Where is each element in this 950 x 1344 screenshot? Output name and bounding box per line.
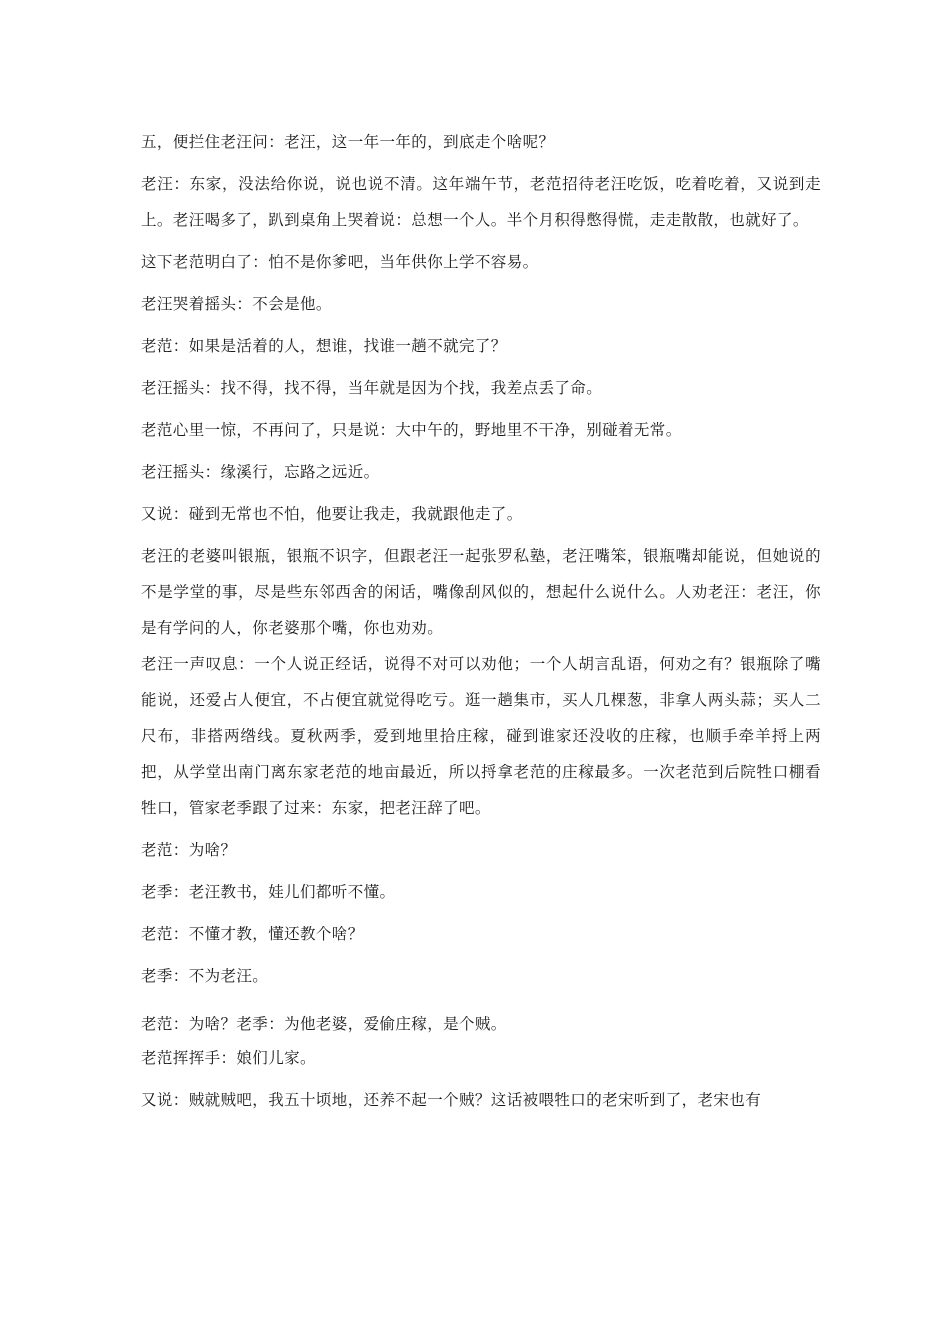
paragraph: 老范挥挥手：娘们儿家。 (141, 1049, 316, 1067)
paragraph: 老汪摇头：找不得，找不得，当年就是因为个找，我差点丢了命。 (141, 379, 603, 397)
paragraph: 这下老范明白了：怕不是你爹吧，当年供你上学不容易。 (141, 253, 539, 271)
paragraph: 老范：为啥？ (141, 841, 237, 859)
paragraph: 老范心里一惊，不再问了，只是说：大中午的，野地里不干净，别碰着无常。 (141, 421, 682, 439)
paragraph: 老汪哭着摇头：不会是他。 (141, 295, 332, 313)
document-body (141, 124, 821, 1118)
paragraph: 老范：不懂才教，懂还教个啥？ (141, 925, 364, 943)
paragraph: 老汪一声叹息：一个人说正经话，说得不对可以劝他；一个人胡言乱语，何劝之有？银瓶除了嘴能说，还爱占人便宜，不占便宜就觉得吃亏。逛一趟集市，买人几棵葱，非拿人两头蒜；买人二尺布，非搭两绺线。夏秋两季，爱到地里拾庄稼，碰到谁家还没收的庄稼，也顺手牵羊捋上两把，从学堂出南门离东家老范的地亩最近，所以捋拿老范的庄稼最多。一次老范到后院牲口棚看牲口，管家老季跟了过来：东家，把老汪辞了吧。 (141, 655, 821, 817)
paragraph: 老范：如果是活着的人，想谁，找谁一趟不就完了？ (141, 337, 507, 355)
paragraph: 老范：为啥？老季：为他老婆，爱偷庄稼，是个贼。 (141, 1015, 507, 1033)
paragraph: 老季：不为老汪。 (141, 967, 269, 985)
paragraph: 五，便拦住老汪问：老汪，这一年一年的，到底走个啥呢？ (141, 133, 555, 151)
paragraph: 又说：碰到无常也不怕，他要让我走，我就跟他走了。 (141, 505, 523, 523)
paragraph: 老汪摇头：缘溪行，忘路之远近。 (141, 463, 380, 481)
paragraph: 老汪：东家，没法给你说，说也说不清。这年端午节，老范招待老汪吃饭，吃着吃着，又说到走上。老汪喝多了，趴到桌角上哭着说：总想一个人。半个月积得憋得慌，走走散散，也就好了。 (141, 175, 821, 229)
paragraph: 老季：老汪教书，娃儿们都听不懂。 (141, 883, 396, 901)
paragraph: 又说：贼就贼吧，我五十顷地，还养不起一个贼？这话被喂牲口的老宋听到了，老宋也有 (141, 1091, 762, 1109)
paragraph: 老汪的老婆叫银瓶，银瓶不识字，但跟老汪一起张罗私塾，老汪嘴笨，银瓶嘴却能说，但她说的不是学堂的事，尽是些东邻西舍的闲话，嘴像刮风似的，想起什么说什么。人劝老汪：老汪，你是有学问的人，你老婆那个嘴，你也劝劝。 (141, 547, 821, 637)
